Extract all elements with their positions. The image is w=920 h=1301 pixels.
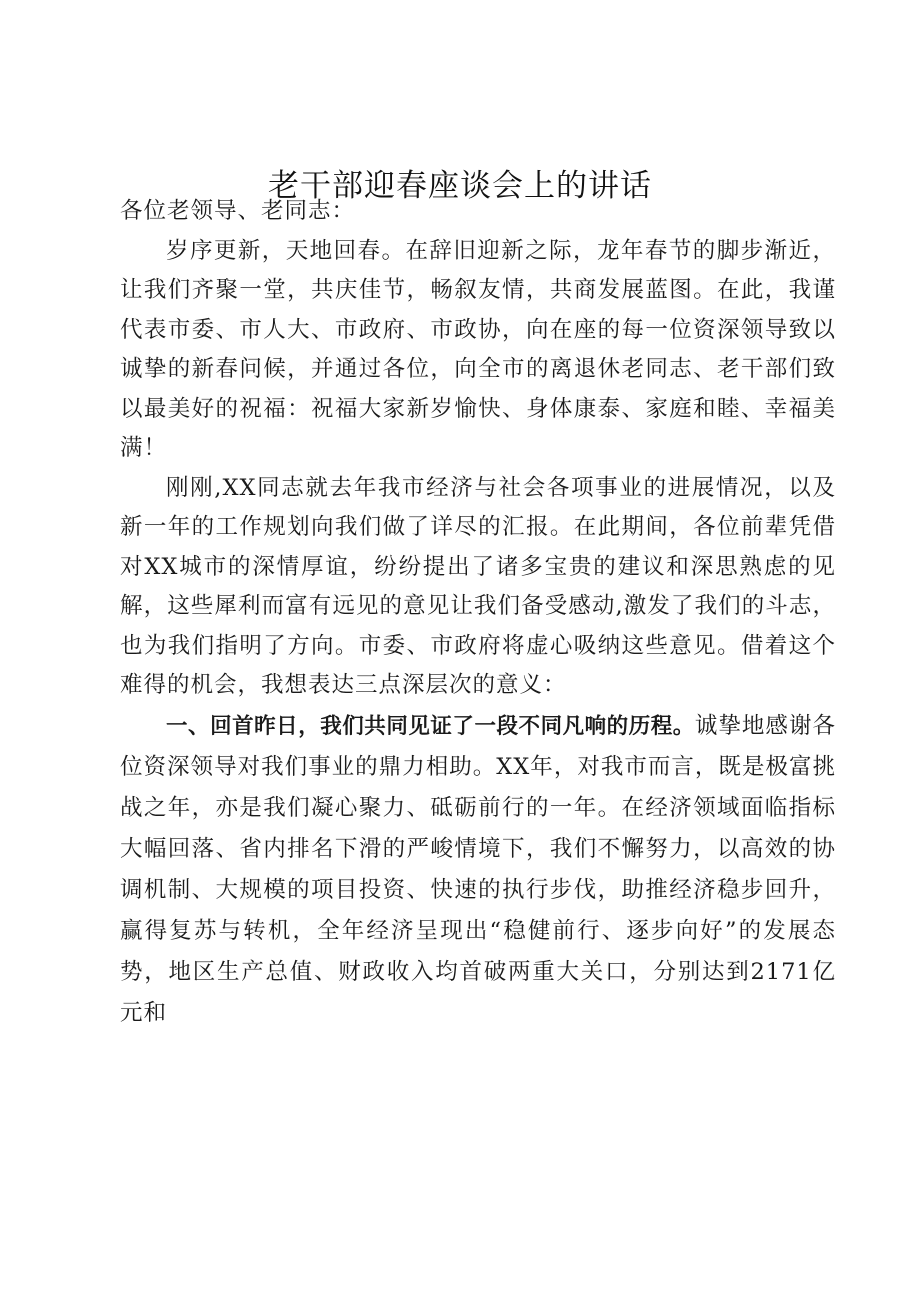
section-1-text: 诚挚地感谢各位资深领导对我们事业的鼎力相助。XX年，对我市而言，既是极富挑战之年，亦是我们凝心聚力、砥砺前行的一年。在经济领域面临指标大幅回落、省内排名下滑的严峻情境下，我们不懈努力，以高效的协调机制、大规模的项目投资、快速的执行步伐，助推经济稳步回升，赢得复苏与转机，全年经济呈现出“稳健前行、逐步向好”的发展态势，地区生产总值、财政收入均首破两重大关口，分别达到2171亿元和 <box>120 712 836 1026</box>
document-title: 老干部迎春座谈会上的讲话 <box>268 168 652 204</box>
document-body <box>120 192 836 1034</box>
section-1-paragraph <box>120 706 836 1034</box>
section-1-heading: 一、回首昨日，我们共同见证了一段不同凡响的历程。 <box>166 713 695 739</box>
paragraph-report: 刚刚,XX同志就去年我市经济与社会各项事业的进展情况，以及新一年的工作规划向我们做了详尽的汇报。在此期间，各位前辈凭借对XX城市的深情厚谊，纷纷提出了诸多宝贵的建议和深思熟虑的见解，这些犀利而富有远见的意见让我们备受感动,激发了我们的斗志，也为我们指明了方向。市委、市政府将虚心吸纳这些意见。借着这个难得的机会，我想表达三点深层次的意义： <box>120 474 836 698</box>
greeting: 各位老领导、老同志： <box>120 198 356 224</box>
paragraph-opening: 岁序更新，天地回春。在辞旧迎新之际，龙年春节的脚步渐近，让我们齐聚一堂，共庆佳节，畅叙友情，共商发展蓝图。在此，我谨代表市委、市人大、市政府、市政协，向在座的每一位资深领导致以诚挚的新春问候，并通过各位，向全市的离退休老同志、老干部们致以最美好的祝福：祝福大家新岁愉快、身体康泰、家庭和睦、幸福美满！ <box>120 237 836 461</box>
